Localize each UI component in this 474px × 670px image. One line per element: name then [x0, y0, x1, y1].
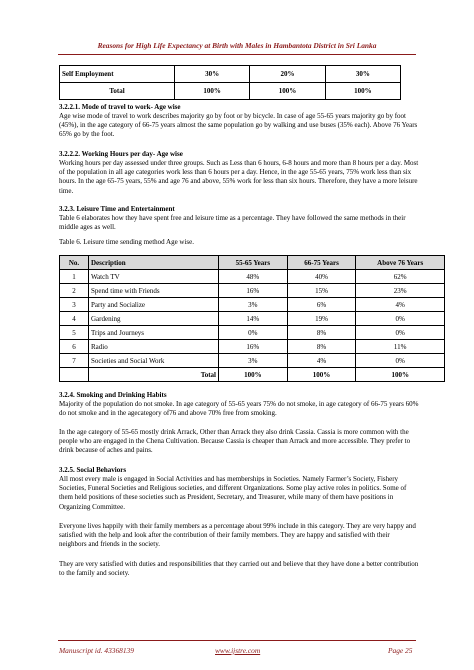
cell: 30%	[325, 66, 400, 83]
row-number: 1	[60, 270, 89, 284]
cell: 4%	[287, 354, 356, 368]
section-heading: 3.2.5. Social Behaviors	[59, 466, 127, 474]
cell: 8%	[287, 340, 356, 354]
empty-cell	[60, 368, 89, 382]
section-heading: 3.2.2.2. Working Hours per day- Age wise	[59, 150, 183, 158]
table-row	[60, 66, 401, 83]
row-number: 7	[60, 354, 89, 368]
row-description: Watch TV	[89, 270, 219, 284]
row-description: Party and Socialize	[89, 298, 219, 312]
table-row	[60, 270, 445, 284]
paragraph: Working hours per day assessed under three groups. Such as Less than 6 hours, 6-8 hours and more than 8 hours per a day. Most of the population in all age categories work less than 6 hours per a day. Hence, in the age 55-65 years, 75% work less than six hours. In the age 65-75 years, 55% and age 76 and above, 55% work for less than six hours. Therefore, they have a more leisure time.	[59, 159, 419, 195]
section-heading: 3.2.3. Leisure Time and Entertainment	[59, 205, 175, 213]
header-rule	[58, 54, 416, 55]
cell: 100%	[250, 83, 325, 100]
column-header: Description	[89, 256, 219, 270]
row-description: Spend time with Friends	[89, 284, 219, 298]
table-caption: Table 6. Leisure time sending method Age wise.	[59, 238, 195, 246]
table-row	[60, 83, 401, 100]
row-description: Gardening	[89, 312, 219, 326]
table-row	[60, 340, 445, 354]
column-header: 55-65 Years	[219, 256, 288, 270]
footer-rule	[58, 640, 416, 641]
row-description: Radio	[89, 340, 219, 354]
table-row	[60, 298, 445, 312]
paragraph: Age wise mode of travel to work describes majority go by foot or by bicycle. In case of age 55-65 years majority go by foot (45%), in the age category of 66-75 years almost the same population go by walking and use buses (35% each). Above 76 Years 65% go by the foot.	[59, 112, 418, 139]
cell: 0%	[219, 326, 288, 340]
cell: 100%	[325, 83, 400, 100]
row-number: 4	[60, 312, 89, 326]
column-header: Above 76 Years	[356, 256, 445, 270]
cell: 62%	[356, 270, 445, 284]
table-row	[60, 312, 445, 326]
cell: 6%	[287, 298, 356, 312]
cell: 15%	[287, 284, 356, 298]
row-number: 6	[60, 340, 89, 354]
table-row	[60, 326, 445, 340]
cell: 3%	[219, 354, 288, 368]
cell: 0%	[356, 354, 445, 368]
total-label: Total	[89, 368, 219, 382]
manuscript-id: Manuscript id. 43368139	[59, 646, 134, 655]
paragraph: They are very satisfied with duties and responsibilities that they carried out and believe that they have done a better contribution to the family and society.	[59, 560, 419, 578]
cell: 100%	[219, 368, 288, 382]
column-header: No.	[60, 256, 89, 270]
journal-website-link[interactable]: www.ijstre.com	[215, 646, 261, 655]
cell: 8%	[287, 326, 356, 340]
cell: 0%	[356, 312, 445, 326]
cell: 100%	[356, 368, 445, 382]
employment-table-continued	[59, 65, 401, 100]
row-description: Trips and Journeys	[89, 326, 219, 340]
paragraph: Everyone lives happily with their family members as a percentage about 99% include in this category. They are very happy and satisfied with the help and look after the contribution of their family members. They are happy and satisfied with their neighbors and friends in the society.	[59, 522, 416, 549]
paragraph: Majority of the population do not smoke. In age category of 55-65 years 75% do not smoke, in age category of 66-75 years 60% do not smoke and in the agecategory of76 and above 70% free from smoking.	[59, 400, 419, 418]
cell: 14%	[219, 312, 288, 326]
cell: 0%	[356, 326, 445, 340]
paragraph: Table 6 elaborates how they have spent free and leisure time as a percentage. They have followed the same methods in their middle ages as well.	[59, 214, 406, 232]
cell: 4%	[356, 298, 445, 312]
cell: 23%	[356, 284, 445, 298]
row-description: Societies and Social Work	[89, 354, 219, 368]
table-total-row	[60, 368, 445, 382]
cell: 3%	[219, 298, 288, 312]
column-header: 66-75 Years	[287, 256, 356, 270]
cell: 100%	[287, 368, 356, 382]
table-header-row	[60, 256, 445, 270]
cell: 16%	[219, 284, 288, 298]
row-number: 5	[60, 326, 89, 340]
section-heading: 3.2.2.1. Mode of travel to work- Age wise	[59, 103, 181, 111]
cell: 100%	[175, 83, 250, 100]
row-number: 2	[60, 284, 89, 298]
cell: 20%	[250, 66, 325, 83]
row-number: 3	[60, 298, 89, 312]
leisure-table	[59, 255, 445, 382]
row-label: Total	[60, 83, 175, 100]
table-row	[60, 284, 445, 298]
running-header: Reasons for High Life Expectancy at Birth with Males in Hambantota District in Sri Lanka	[97, 41, 377, 50]
cell: 19%	[287, 312, 356, 326]
cell: 40%	[287, 270, 356, 284]
cell: 11%	[356, 340, 445, 354]
page-number: Page 25	[388, 646, 413, 655]
cell: 30%	[175, 66, 250, 83]
cell: 48%	[219, 270, 288, 284]
table-row	[60, 354, 445, 368]
section-heading: 3.2.4. Smoking and Drinking Habits	[59, 391, 167, 399]
cell: 16%	[219, 340, 288, 354]
row-label: Self Employment	[60, 66, 175, 83]
paragraph: All most every male is engaged in Social Activities and has memberships in Societies. Namely Farmer’s Society, Fishery Societies, Funeral Societies and Religious societies, and different Organizations. Some play active roles in politics. Some of them held positions of these societies such as President, Secretary, and Treasurer, while many of them have positions in Organizing Committee.	[59, 475, 407, 511]
paragraph: In the age category of 55-65 mostly drink Arrack, Other than Arrack they also drink Cassia. Cassia is more common with the people who are engaged in the Chena Cultivation. Because Cassia is cheaper than Arrack and more accessible. They prefer to drink because of aches and pains.	[59, 428, 411, 455]
